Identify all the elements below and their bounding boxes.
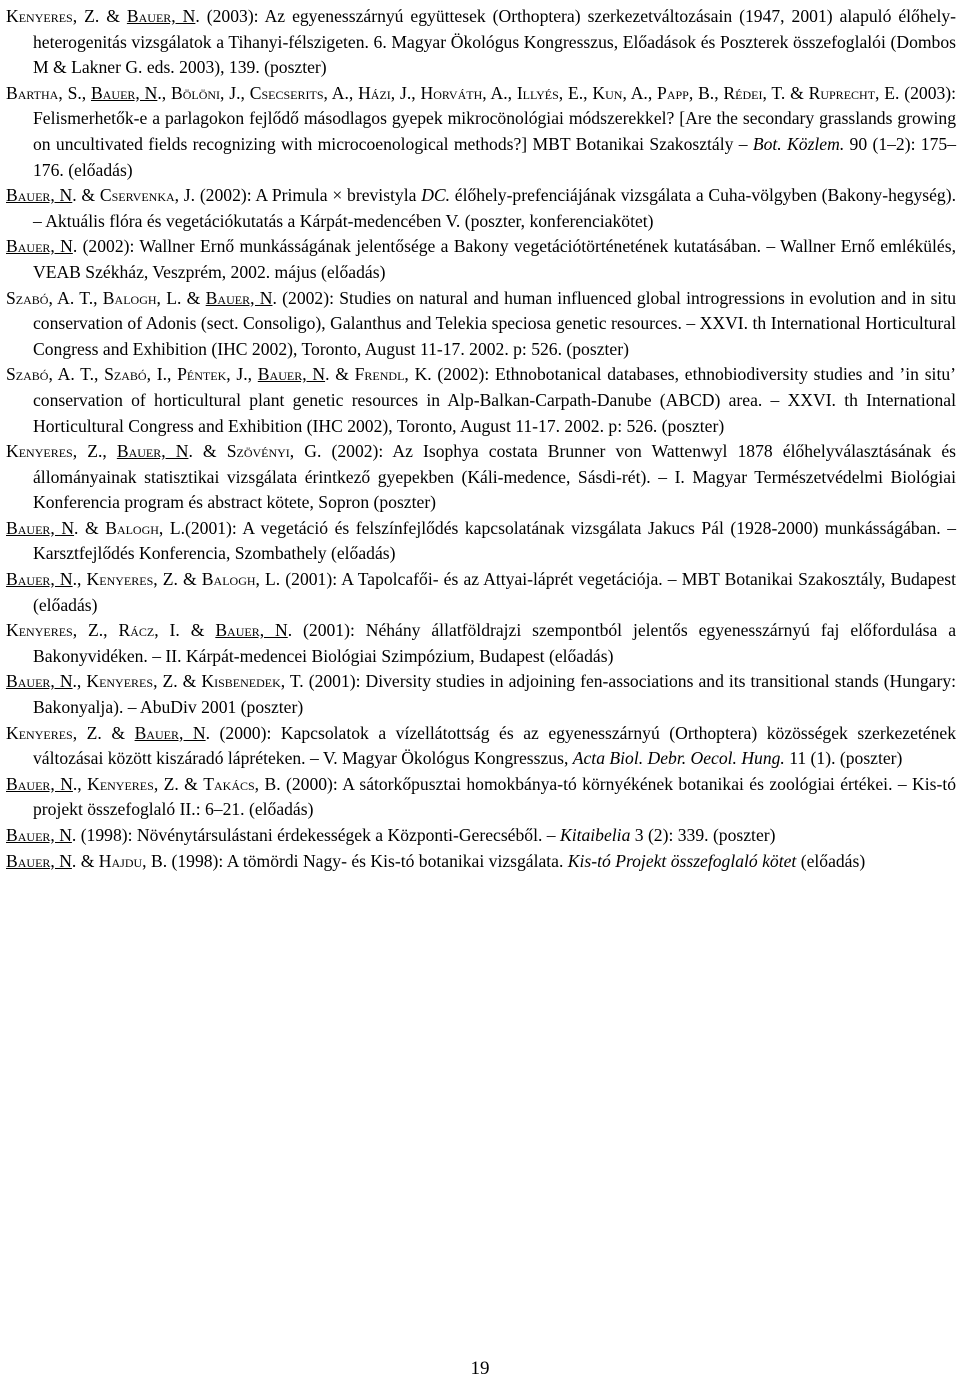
reference-text: & bbox=[785, 82, 809, 103]
reference-text: . (2001): Néhány állatföldrajzi szempontból jelentős egyenesszárnyú faj előfordulása a Bakonyvidéken. – II. Kárpát-medencei Biológiai Szimpózium, Budapest (előadás) bbox=[33, 620, 957, 666]
reference-text: . (1998): Növénytársulástani érdekességek a Központi-Gerecséből. – bbox=[71, 825, 560, 845]
reference-text: , bbox=[103, 620, 119, 641]
bibliography-list bbox=[6, 4, 956, 874]
reference-entry bbox=[6, 362, 956, 439]
author-names: Bauer, N bbox=[6, 671, 73, 692]
reference-text: & bbox=[101, 722, 135, 743]
author-names: Rácz, I. bbox=[118, 620, 180, 641]
author-names: Kenyeres, Z. bbox=[86, 671, 178, 692]
author-names: Bauer, N bbox=[134, 722, 206, 743]
publication-title: DC. bbox=[421, 185, 451, 206]
author-names: Balogh, L. bbox=[201, 569, 281, 590]
author-names: Takács, B. bbox=[203, 773, 281, 794]
reference-entry bbox=[6, 81, 956, 183]
author-names: Ruprecht, E. bbox=[808, 82, 900, 103]
author-names: Bauer, N bbox=[126, 6, 196, 26]
publication-title: Bot. Közlem. bbox=[752, 133, 845, 154]
author-names: Frendl, K. bbox=[354, 364, 432, 385]
reference-entry bbox=[6, 567, 956, 618]
reference-text: ., bbox=[72, 773, 88, 794]
author-names: Bauer, N bbox=[6, 825, 72, 845]
reference-entry bbox=[6, 4, 956, 81]
reference-entry bbox=[6, 669, 956, 720]
author-names: Bauer, N bbox=[6, 850, 72, 871]
reference-text: . & bbox=[74, 517, 106, 538]
author-names: Bartha, S. bbox=[6, 82, 82, 103]
reference-text: (2001): A Tapolcafői- és az Attyai-láprét vegetációja. – MBT Botanikai Szakosztály, Budapest (előadás) bbox=[33, 569, 957, 615]
reference-text: (2002): A Primula × brevistyla bbox=[195, 185, 422, 206]
author-names: Bölöni, J., Csecserits, A., Házi, J., Horváth, A., Illyés, E., Kun, A., Papp, B., Rédei, T. bbox=[170, 82, 786, 103]
author-names: Szabó, A. T., Balogh, L. bbox=[6, 287, 182, 308]
reference-entry bbox=[6, 772, 956, 823]
reference-text: & bbox=[178, 773, 204, 794]
reference-text: . (2002): Studies on natural and human influenced global introgressions in evolution and in situ conservation of Adonis (sect. Consoligo), Galanthus and Telekia speciosa genetic resources. – XXVI. th International Horticultural Congress and Exhibition (IHC 2002), Toronto, August 11-17. 2002. p: 526. (poszter) bbox=[33, 287, 956, 359]
reference-text: (2001): Diversity studies in adjoining fen-associations and its transitional stands (Hungary: Bakonyalja). – AbuDiv 2001 (poszter) bbox=[33, 671, 957, 718]
author-names: Cservenka, J. bbox=[99, 185, 196, 206]
reference-text: (2003): Felismerhetők-e a parlagokon fejlődő másodlagos gyepek mikrocönológiai módszerekkel? [Are the secondary grasslands growing on uncultivated fields recognizing with microcoenological methods?] MBT Botanikai Szakosztály – bbox=[33, 82, 957, 154]
reference-text: 11 (1). (poszter) bbox=[784, 748, 903, 769]
reference-text: (2001): A vegetáció és felszínfejlődés kapcsolatának vizsgálata Jakucs Pál (1928-2000) munkásságában. – Karsztfejlődés Konferencia, Szombathely (előadás) bbox=[33, 517, 957, 564]
author-names: Szabó, A. T., Szabó, I., Péntek, J. bbox=[6, 364, 248, 385]
reference-entry bbox=[6, 823, 956, 849]
reference-text: ., bbox=[72, 569, 87, 590]
reference-text: . (2000): Kapcsolatok a vízellátottság és az egyenesszárnyú (Orthoptera) közösségek szerkezetének változásai között kiszáradó lápréteken. – V. Magyar Ökológus Kongresszus, bbox=[33, 722, 957, 769]
author-names: Kenyeres, Z. bbox=[87, 773, 179, 794]
author-names: Kisbenedek, T. bbox=[201, 671, 304, 692]
publication-title: Kis-tó Projekt összefoglaló kötet bbox=[567, 850, 797, 871]
author-names: Bauer, N bbox=[6, 569, 73, 590]
reference-text: ., bbox=[72, 671, 87, 692]
author-names: Kenyeres, Z. bbox=[6, 722, 102, 743]
author-names: Bauer, N bbox=[215, 620, 288, 641]
reference-text: & bbox=[99, 6, 127, 26]
reference-text: . & bbox=[71, 850, 99, 871]
author-names: Kenyeres, Z. bbox=[86, 569, 178, 590]
reference-text: , bbox=[247, 364, 258, 385]
page-number: 19 bbox=[470, 1358, 490, 1379]
author-names: Balogh, L. bbox=[105, 517, 186, 538]
reference-text: & bbox=[181, 287, 206, 308]
reference-text: . (2002): Wallner Ernő munkásságának jelentősége a Bakony vegetációtörténetének kutatásában. – Wallner Ernő emlékülés, VEAB Székház, Veszprém, 2002. május (előadás) bbox=[33, 236, 956, 282]
author-names: Bauer, N bbox=[205, 287, 273, 308]
reference-text: , bbox=[102, 441, 117, 462]
author-names: Bauer, N bbox=[257, 364, 326, 385]
reference-text: 90 (1–2): 175–176. (előadás) bbox=[33, 133, 956, 180]
reference-text: (1998): A tömördi Nagy- és Kis-tó botanikai vizsgálata. bbox=[167, 850, 568, 871]
reference-text: , bbox=[81, 82, 91, 103]
author-names: Kenyeres, Z. bbox=[6, 620, 104, 641]
reference-text: . (2003): Az egyenesszárnyú együttesek (Orthoptera) szerkezetváltozásain (1947, 2001) alapuló élőhely-heterogenitás vizsgálatok a Tihanyi-félszigeten. 6. Magyar Ökológus Kongresszus, Előadások és Poszterek összefoglalói (Dombos M & Lakner G. eds. 2003), 139. (poszter) bbox=[33, 6, 956, 78]
reference-text: & bbox=[179, 620, 216, 641]
author-names: Bauer, N bbox=[6, 185, 73, 206]
reference-text: ., bbox=[157, 82, 171, 103]
reference-entry bbox=[6, 516, 956, 567]
reference-text: . & bbox=[72, 185, 100, 206]
author-names: Bauer, N bbox=[6, 517, 75, 538]
reference-text: 3 (2): 339. (poszter) bbox=[630, 825, 776, 845]
author-names: Bauer, N bbox=[6, 236, 73, 257]
reference-text: (2002): Az Isophya costata Brunner von Wattenwyl 1878 élőhelyválasztásának és állományainak statisztikai vizsgálata érintkező gyepekben (Káli-medence, Sásdi-rét). – I. Magyar Természetvédelmi Biológiai Konferencia program és abstract kötete, Sopron (poszter) bbox=[33, 441, 957, 513]
reference-entry bbox=[6, 618, 956, 669]
reference-text: & bbox=[177, 569, 202, 590]
reference-text: . & bbox=[325, 364, 355, 385]
author-names: Kenyeres, Z. bbox=[6, 441, 103, 462]
reference-text: élőhely-prefenciájának vizsgálata a Cuha-völgyben (Bakony-hegység). – Aktuális flóra és vegetációkutatás a Kárpát-medencében V. (poszter, konferenciakötet) bbox=[33, 185, 956, 231]
author-names: Hajdu, B. bbox=[98, 850, 168, 871]
author-names: Kenyeres, Z. bbox=[6, 6, 100, 26]
author-names: Bauer, N bbox=[116, 441, 189, 462]
reference-entry bbox=[6, 439, 956, 516]
reference-text: (2002): Ethnobotanical databases, ethnobiodiversity studies and ’in situ’ conservation of horticultural plant genetic resources in Alp-Balkan-Carpath-Danube (ABCD) area. – XXVI. th International Horticultural Congress and Exhibition (IHC 2002), Toronto, August 11-17. 2002. p: 526. (poszter) bbox=[33, 364, 956, 436]
reference-text: (2000): A sátorkőpusztai homokbánya-tó környékének botanikai és zoológiai értékei. – Kis-tó projekt összefoglaló II.: 6–21. (előadás) bbox=[33, 773, 957, 820]
reference-text: . & bbox=[188, 441, 227, 462]
reference-entry bbox=[6, 849, 956, 875]
reference-entry bbox=[6, 183, 956, 234]
publication-title: Acta Biol. Debr. Oecol. Hung. bbox=[572, 748, 785, 769]
publication-title: Kitaibelia bbox=[559, 825, 631, 845]
author-names: Bauer, N bbox=[91, 82, 158, 103]
author-names: Szövényi, G. bbox=[226, 441, 322, 462]
author-names: Bauer, N bbox=[6, 773, 73, 794]
reference-text: (előadás) bbox=[796, 850, 866, 871]
reference-entry bbox=[6, 234, 956, 285]
reference-entry bbox=[6, 721, 956, 772]
reference-entry bbox=[6, 286, 956, 363]
reference-text: & bbox=[177, 671, 202, 692]
